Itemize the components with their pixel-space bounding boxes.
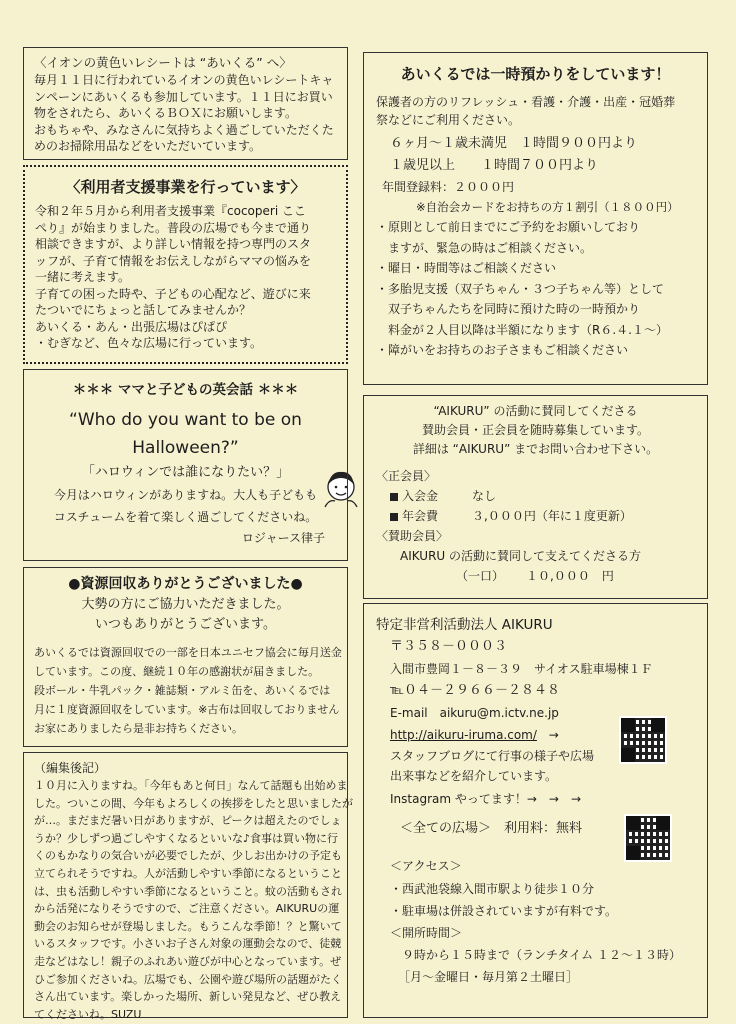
aeon-receipt-line: おもちゃや、みなさんに気持ちよく過ごしていただくた	[34, 122, 334, 137]
editor-line: した。ついこの間、今年もよろしくの挨拶をしたと思いましたが	[34, 796, 353, 810]
blog-line: スタッフブログにて行事の様子や広場	[390, 749, 595, 763]
supporting-member-unit: （一口）	[456, 569, 505, 583]
recycling-subtitle-1: 大勢の方にご協力いただきました。	[81, 597, 290, 612]
user-support-line: あいくる・あん・出張広場はぴぱぴ	[35, 319, 228, 334]
access-line: ・駐車場は併設されていますが有料です。	[390, 904, 618, 918]
hours-line: ９時から１５時まで（ランチタイム １２～１３時）	[402, 948, 681, 962]
organization-name: 特定非営利活動法人 AIKURU	[376, 617, 553, 633]
user-support-line: たついでにちょっと話してみませんか？	[35, 303, 252, 317]
website-link[interactable]: http://aikuru-iruma.com/	[390, 728, 537, 742]
regular-member-title: 〈正会員〉	[376, 469, 437, 483]
editor-line: が…。まだまだ暑い日がありますが、ピークは超えたのでしょ	[34, 814, 342, 828]
english-conversation-title: ＊＊＊ ママと子どもの英会話 ＊＊＊	[72, 382, 299, 398]
childcare-note-line: ・原則として前日までにご予約をお願いしており	[376, 220, 641, 234]
childcare-note-line: ・曜日・時間等はご相談ください	[376, 261, 557, 275]
street-address: 入間市豊岡１－８－３９ サイオス駐車場棟１Ｆ	[390, 662, 653, 676]
childcare-intro-line: 祭などにご利用ください。	[376, 113, 521, 127]
email-address: E-mail aikuru@m.ictv.ne.jp	[390, 706, 559, 720]
website-qr-code[interactable]	[619, 716, 667, 764]
childcare-note-line: 料金が２人目以降は半額になります（R６.４.１～）	[376, 322, 668, 337]
aeon-receipt-line: 物をされたら、あいくるＢＯＸにお願いします。	[34, 106, 298, 120]
childcare-registration-fee: 年間登録料：２０００円	[382, 180, 515, 194]
hours-title: ＜開所時間＞	[390, 926, 463, 940]
english-description-line: 今月はハロウィンがありますね。大人も子どもも	[53, 488, 318, 502]
editor-line: は、虫も活動しやすい季節になるということ。蚊の活動もされ	[34, 884, 342, 898]
editor-line: くのもかなりの気合いが必要でしたが、少しお出かけの予定も	[34, 849, 342, 863]
arrow-right-icon: →	[548, 728, 559, 742]
supporting-member-fee-row	[376, 566, 695, 586]
aeon-receipt-title: 〈イオンの黄色いレシートは “あいくる” へ〉	[34, 55, 292, 70]
bullet-square-icon	[390, 513, 398, 521]
editor-postscript-title: （編集後記）	[34, 761, 107, 775]
supporting-member-desc: AIKURU の活動に賛同して支えてくださる方	[400, 549, 642, 563]
childcare-note-line: ますが、緊急の時はご相談ください。	[376, 240, 593, 255]
aeon-receipt-line: ンペーンにあいくるも参加しています。１１日にお買い	[34, 89, 333, 104]
membership-intro-line: 賛助会員・正会員を随時募集しています。	[421, 423, 650, 437]
access-title: ＜アクセス＞	[390, 859, 462, 873]
entry-fee-value: なし	[472, 489, 497, 503]
aeon-receipt-line: めのお掃除用品などをいただいています。	[34, 139, 262, 153]
bullet-square-icon	[390, 493, 398, 501]
contact-info-section	[363, 603, 708, 1018]
entry-fee-label: 入会金	[402, 489, 439, 503]
recycling-line: 月に１度資源回収をしています。※古布は回収しておりません	[34, 703, 340, 716]
user-support-line: 子育ての困った時や、子どもの心配など、遊びに来	[35, 286, 311, 301]
instagram-qr-code[interactable]	[624, 814, 672, 862]
user-support-line: 令和２年５月から利用者支援事業『cocoperi ここ	[35, 204, 306, 218]
childcare-fee-infant: ６ヶ月～１歳未満児 １時間９００円より	[390, 136, 638, 151]
english-phrase-line1: “Who do you want to be on	[69, 410, 302, 430]
english-phrase-line2: Halloween?”	[132, 438, 239, 458]
childcare-discount-note: ※自治会カードをお持ちの方１割引（１８００円）	[416, 200, 679, 214]
childcare-intro-line: 保護者の方のリフレッシュ・看護・介護・出産・冠婚葬	[376, 95, 676, 109]
editor-line: うか？少しずつ過ごしやすくなるといいな♪食事は買い物に行	[34, 831, 339, 845]
recycling-thanks-section	[23, 567, 348, 747]
temporary-childcare-title: あいくるでは一時預かりをしています！	[400, 65, 671, 83]
annual-fee-value: ３,０００円（年に１度更新）	[472, 509, 632, 523]
recycling-line: 段ボール・牛乳パック・雑誌類・アルミ缶を、あいくるでは	[34, 684, 331, 697]
english-description-line: コスチュームを着て楽しく過ごしてくださいね。	[53, 510, 318, 524]
english-conversation-section	[23, 369, 348, 561]
user-support-line: ッフが、子育て情報をお伝えしながらママの悩みを	[35, 253, 312, 268]
childcare-note-line: 双子ちゃんたちを同時に預けた時の一時預かり	[376, 302, 641, 316]
editor-line: てくださいね。SUZU	[34, 1007, 142, 1021]
english-translation: 「ハロウィンでは誰になりたい？」	[81, 465, 290, 480]
user-support-line: 相談できますが、より詳しい情報を持つ専門のスタ	[35, 237, 312, 251]
telephone-number: ℡０４－２９６６－２８４８	[390, 683, 560, 698]
editor-line: 走などはなし！親子のふれあい遊びが中心となっています。ぜ	[34, 954, 342, 968]
membership-section	[363, 395, 708, 599]
childcare-fee-toddler: １歳児以上 １時間７００円より	[390, 158, 599, 173]
recycling-line: お家にありましたら是非お持ちください。	[34, 722, 243, 735]
hours-line: ［月～金曜日・毎月第２土曜日］	[398, 970, 579, 984]
user-support-line: ・むぎなど、色々な広場に行っています。	[35, 336, 263, 350]
annual-fee-row	[376, 506, 695, 526]
membership-intro-line: 詳細は “AIKURU” までお問い合わせ下さい。	[412, 442, 659, 456]
membership-intro-line: “AIKURU” の活動に賛同してくださる	[433, 404, 638, 418]
blog-line: 出来事などを紹介しています。	[390, 769, 558, 783]
access-line: ・西武池袋線入間市駅より徒歩１０分	[390, 882, 595, 896]
entry-fee-row	[376, 486, 695, 506]
supporting-member-fee: １０,０００ 円	[526, 569, 614, 583]
aeon-receipt-section	[23, 47, 348, 160]
editor-line: 動会のお知らせが登場しました。もうこんな季節！？と驚いて	[34, 919, 342, 933]
postal-code: 〒３５８－０００３	[390, 639, 508, 654]
childcare-note-line: ・障がいをお持ちのお子さまもご相談ください	[376, 343, 629, 357]
recycling-title: ●資源回収ありがとうございました●	[68, 576, 303, 592]
childcare-note-line: ・多胎児支援（双子ちゃん・３つ子ちゃん等）として	[376, 281, 665, 296]
editor-line: いるスタッフです。小さいお子さん対象の運動会なので、徒競	[34, 937, 342, 951]
aeon-receipt-line: 毎月１１日に行われているイオンの黄色いレシートキャ	[34, 73, 334, 87]
user-support-line: 一緒に考えます。	[35, 270, 131, 284]
recycling-line: しています。この度、継続１０年の感謝状が届きました。	[34, 665, 320, 678]
editor-postscript-section	[23, 752, 353, 1021]
annual-fee-label: 年会費	[402, 509, 439, 523]
user-support-line: ぺり』が始まりました。普段の広場でも今まで通り	[35, 220, 312, 235]
supporting-member-title: 〈賛助会員〉	[376, 529, 449, 543]
editor-line: さん出ています。楽しかった場所、新しい発見など、ぜひ教え	[34, 990, 342, 1004]
editor-line: １０月に入りますね。「今年もあと何日」なんて話題も出始めま	[34, 779, 348, 792]
editor-line: 立てられそうですね。人が活動しやすい季節になるということ	[34, 866, 342, 880]
editor-line: から活発になりそうですので、ご注意ください。AIKURUの運	[34, 902, 340, 916]
recycling-line: あいくるでは資源回収での一部を日本ユニセフ協会に毎月送金	[34, 646, 342, 659]
english-author: ロジャース律子	[241, 531, 325, 545]
recycling-subtitle-2: いつもありがとうございます。	[95, 617, 276, 632]
instagram-line: Instagram やってます！→ → →	[390, 792, 582, 806]
user-support-title: 〈利用者支援事業を行っています〉	[65, 178, 306, 196]
temporary-childcare-section	[363, 52, 708, 385]
editor-line: ひご参加くださいね。広場でも、公園や遊び場所の話題がたく	[34, 972, 342, 986]
all-plaza-fee: ＜全ての広場＞ 利用料：無料	[400, 821, 583, 836]
user-support-section	[23, 165, 348, 364]
